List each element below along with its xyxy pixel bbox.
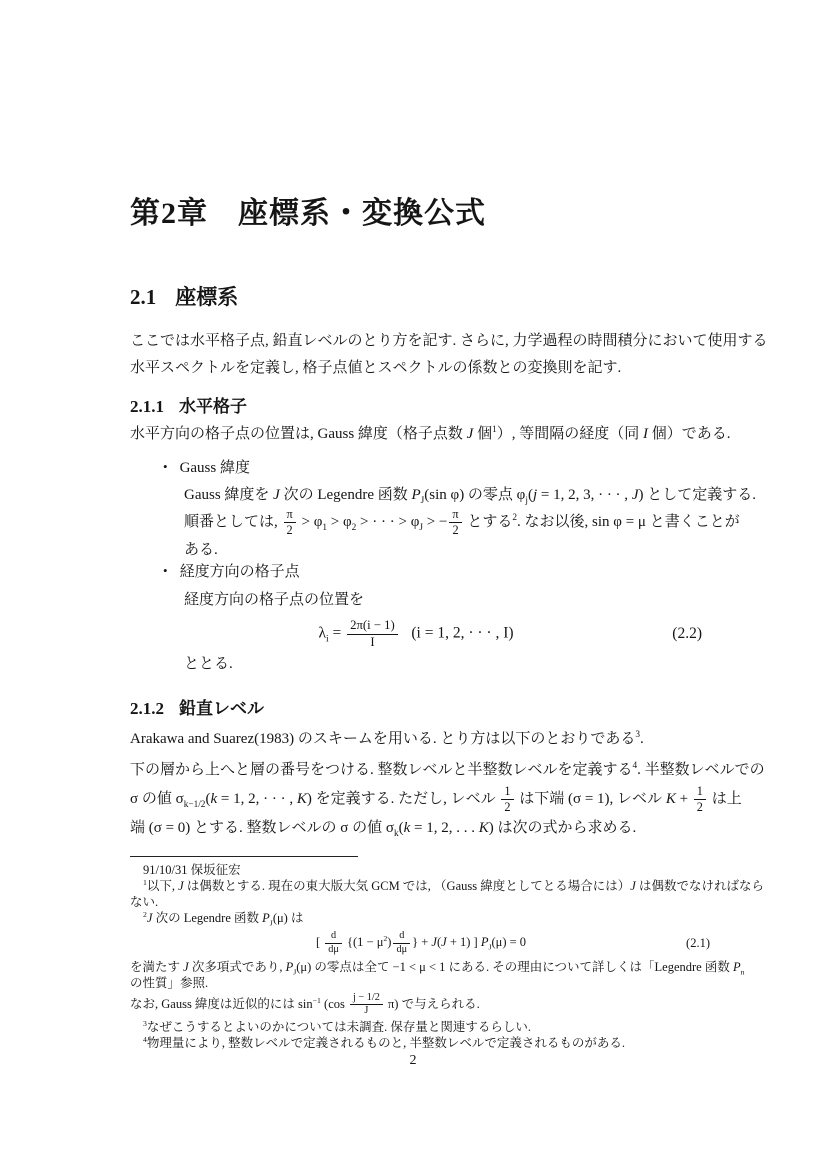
footnote-4: $^4$物理量により, 整数レベルで定義されるものと, 半整数レベルで定義されるものがある.: [143, 1034, 626, 1050]
text-line: σ の値 $\sigma_{k-1/2}(k = 1$, 2, · · · , K) を定義する. ただし, レベル $\frac{1}{2}$ は下端 (σ = 1), レベル K + $\frac{1}{2}$ は上: [130, 784, 742, 815]
subsection-title: 鉛直レベル: [179, 699, 264, 718]
fraction: $\frac{d}{d\mu}$: [325, 931, 342, 956]
equation-tag: (2.1): [686, 936, 710, 951]
section-title: 座標系: [175, 285, 239, 309]
paragraph-scheme: Arakawa and Suarez(1983) のスキームを用いる. とり方は以下のとおりである$^3$.: [130, 730, 644, 747]
footnotes-block: [130, 862, 764, 1051]
paragraph-longitude-lead: 経度方向の格子点の位置を: [184, 592, 365, 608]
footnote-2-line: を満たす J 次多項式であり, $P_J(\mu)$ の零点は全て −1 < μ < 1 にある. その理由について詳しくは「Legendre 函数 $P_n$: [130, 959, 745, 976]
fraction: $\frac{1}{2}$: [501, 785, 513, 814]
text-line: 端 (σ = 0) とする. 整数レベルの σ の値 $\sigma_k(k = 1$, 2, . . . K) は次の式から求める.: [130, 820, 637, 839]
footnote-3: $^3$なぜこうするとよいのかについては未調査. 保存量と関連するらしい.: [143, 1018, 532, 1034]
fraction: $\frac{\pi}{2}$: [284, 508, 296, 537]
fraction: $\frac{2\pi(i - 1)}{I}$: [347, 619, 398, 649]
footnote-1-line: ない.: [130, 895, 159, 909]
equation-2-1: [130, 931, 712, 956]
bullet-body-gauss-latitude: [184, 482, 756, 563]
bullet-label: Gauss 緯度: [179, 460, 250, 476]
section-number: 2.1: [130, 285, 157, 309]
subsection-title: 水平格子: [179, 397, 247, 416]
text-line: ここでは水平格子点, 鉛直レベルのとり方を記す. さらに, 力学過程の時間積分において使用する: [130, 333, 768, 349]
page-number: 2: [409, 1053, 417, 1068]
equation-tag: (2.2): [672, 625, 702, 642]
paragraph-after-equation: ととる.: [184, 656, 233, 672]
bullet-item-gauss-latitude: [163, 456, 250, 477]
intro-paragraph: [130, 328, 768, 382]
bullet-icon: •: [163, 563, 168, 578]
chapter-title: 座標系・変換公式: [238, 197, 486, 230]
footnote-2-note: なお, Gauss 緯度は近似的には $\sin^{-1} (\cos$ $\frac{j - 1/2}{J}$ π) で与えられる.: [130, 991, 480, 1017]
footnote-2-intro: $^2$J 次の Legendre 函数 $P_J(\mu)$ は: [143, 909, 304, 928]
text-line: ある.: [184, 541, 218, 558]
fraction: $\frac{\pi}{2}$: [449, 508, 461, 537]
text-line: Gauss 緯度を J 次の Legendre 函数 $P_J(\sin$ φ) の零点 $\varphi_j(j = 1$, 2, 3, · · · , J) として定義する.: [184, 487, 756, 506]
text-line: 順番としては, $\frac{\pi}{2}$ > $\varphi_1 > \varphi_2$ > · · · > $\varphi_J$ > − $\frac{\pi}{2}$ とする$^2$. なお以後, sin φ = μ と書くことが: [184, 507, 740, 537]
bullet-item-longitude-grid: [163, 560, 300, 581]
bullet-icon: •: [163, 459, 168, 474]
footnote-date-author: 91/10/31 保坂征宏: [143, 863, 241, 877]
subsection-number: 2.1.1: [130, 397, 164, 416]
chapter-heading: [130, 188, 486, 232]
equation-body: [ $\frac{d}{d\mu}$ {$(1 - \mu^2)$ $\frac{d}{d\mu}$ } + J(J + 1) ] $P_J(\mu) = 0$: [315, 930, 527, 955]
footnote-2-line: の性質」参照.: [130, 975, 209, 990]
footnote-1-line: $^1$以下, J は偶数とする. 現在の東大版大気 GCM では, （Gauss 緯度としてとる場合には）J は偶数でなければなら: [143, 877, 764, 893]
equation-2-2: [130, 612, 702, 656]
fraction: $\frac{j - 1/2}{J}$: [350, 993, 383, 1018]
fraction: $\frac{d}{d\mu}$: [393, 931, 410, 956]
subsection-heading-vertical-levels: [130, 694, 264, 719]
paragraph-grid-lead: 水平方向の格子点の位置は, Gauss 緯度（格子点数 J 個$^1$）, 等間隔の経度（同 I 個）である.: [130, 425, 731, 442]
chapter-number: 第2章: [130, 197, 208, 230]
bullet-label: 経度方向の格子点: [179, 564, 300, 580]
paragraph-levels: [130, 756, 765, 843]
subsection-number: 2.1.2: [130, 699, 164, 718]
text-line: 下の層から上へと層の番号をつける. 整数レベルと半整数レベルを定義する$^4$. 半整数レベルでの: [130, 761, 765, 778]
section-heading: [130, 281, 238, 311]
fraction: $\frac{1}{2}$: [694, 785, 706, 814]
equation-body: $\lambda_i$ = $\frac{2\pi(i - 1)}{I}$ (i = 1, 2, · · · , I): [318, 618, 514, 649]
text-line: 水平スペクトルを定義し, 格子点値とスペクトルの係数との変換則を記す.: [130, 360, 622, 376]
subsection-heading-horizontal-grid: [130, 392, 247, 417]
footnote-rule: [130, 856, 358, 857]
